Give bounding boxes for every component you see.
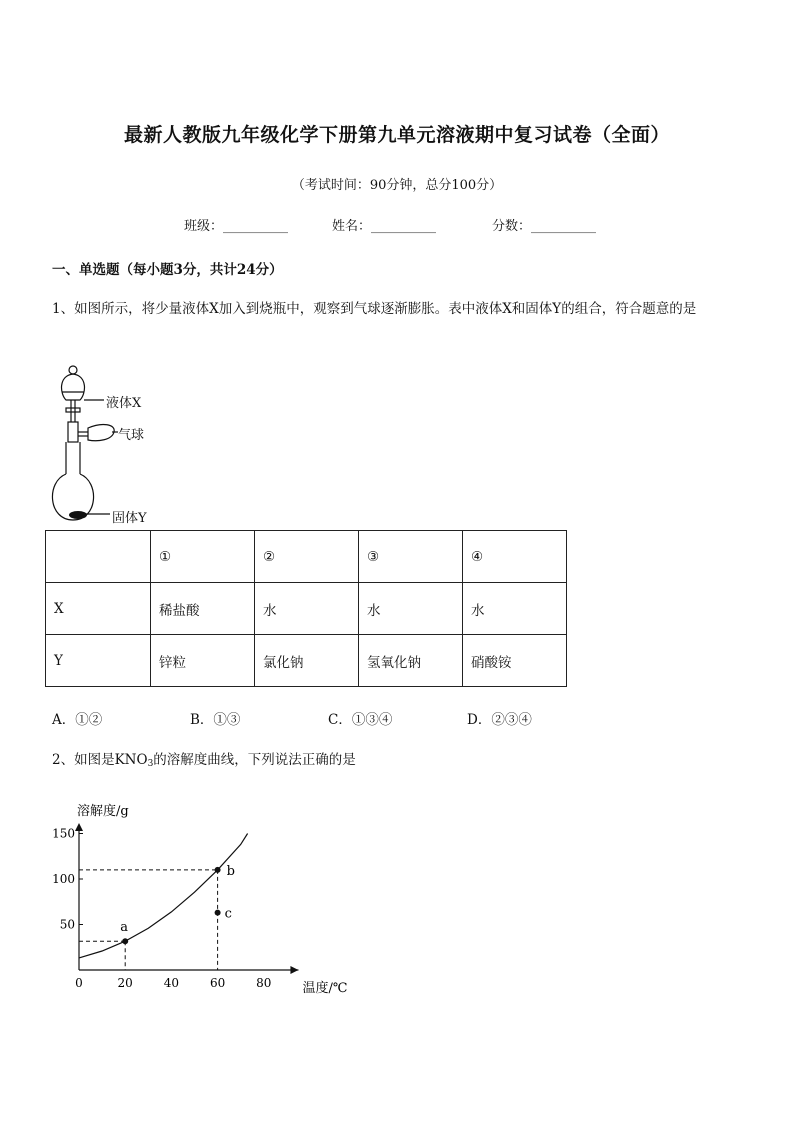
x-axis-arrow — [290, 966, 298, 974]
table-cell — [46, 531, 151, 583]
point-label-b: b — [226, 863, 235, 879]
option-d[interactable]: D．②③④ — [467, 712, 532, 728]
y-tick-label: 100 — [52, 872, 75, 886]
table-header-row — [46, 531, 567, 583]
table-cell: 水 — [463, 583, 567, 635]
score-label: 分数： — [492, 219, 532, 234]
point-label-c: c — [224, 906, 232, 922]
option-c[interactable]: C．①③④ — [328, 712, 393, 728]
table-cell: ④ — [463, 531, 567, 583]
table-cell: 水 — [359, 583, 463, 635]
y-tick-label: 50 — [59, 917, 75, 932]
table-row — [46, 635, 567, 687]
series-line-kno3 — [79, 834, 248, 958]
class-field — [184, 215, 288, 234]
table-cell: 水 — [255, 583, 359, 635]
name-blank: __________ — [371, 219, 437, 234]
x-tick-label: 60 — [209, 976, 226, 990]
balloon-label: 气球 — [118, 428, 145, 443]
page-title: 最新人教版九年级化学下册第九单元溶液期中复习试卷（全面） — [123, 124, 670, 146]
option-a[interactable]: A．①② — [52, 712, 103, 728]
score-blank: __________ — [531, 219, 597, 234]
y-tick-label: 150 — [52, 826, 75, 841]
table-row — [46, 583, 567, 635]
table-cell: 锌粒 — [151, 635, 255, 687]
table-cell: 氢氧化钠 — [359, 635, 463, 687]
point-label-a: a — [120, 920, 128, 936]
option-b[interactable]: B．①③ — [190, 712, 241, 728]
table-cell: X — [46, 583, 151, 635]
table-cell: ① — [151, 531, 255, 583]
solid-y-label: 固体Y — [112, 511, 147, 526]
table-cell: Y — [46, 635, 151, 687]
data-point-c — [215, 910, 221, 916]
question-2-subscript: 3 — [147, 759, 154, 769]
question-2-text-after: 的溶解度曲线，下列说法正确的是 — [153, 752, 356, 768]
funnel-stopper — [69, 366, 77, 374]
question-1-table — [45, 530, 567, 687]
solid-y-pile — [69, 511, 87, 519]
data-point-b — [215, 867, 221, 873]
x-tick-label: 20 — [117, 976, 133, 990]
separatory-funnel — [62, 374, 85, 400]
class-label: 班级： — [184, 219, 224, 234]
name-field — [332, 215, 436, 234]
x-axis-label: 温度/℃ — [302, 981, 348, 996]
funnel-valve — [66, 408, 80, 412]
solubility-chart — [40, 790, 348, 1000]
x-tick-label: 80 — [256, 976, 272, 990]
table-cell: 硝酸铵 — [463, 635, 567, 687]
question-2-text-before: 2、如图是KNO — [52, 752, 148, 768]
data-point-a — [122, 938, 128, 944]
flask-stopper — [68, 422, 78, 442]
balloon — [88, 425, 114, 441]
name-label: 姓名： — [332, 219, 372, 234]
apparatus-figure — [40, 362, 170, 524]
y-axis-label: 溶解度/g — [77, 803, 129, 819]
liquid-x-label: 液体X — [106, 396, 142, 411]
question-1-text: 1、如图所示，将少量液体X加入到烧瓶中，观察到气球逐渐膨胀。表中液体X和固体Y的组合，符合题意的是 — [52, 301, 697, 317]
class-blank: __________ — [223, 219, 289, 234]
x-tick-label: 40 — [163, 976, 180, 990]
score-field — [492, 215, 596, 234]
table-cell: ② — [255, 531, 359, 583]
table-cell: ③ — [359, 531, 463, 583]
section-title: 一、单选题（每小题3分，共计24分） — [52, 262, 283, 278]
exam-subtitle: （考试时间：90分钟，总分100分） — [291, 178, 503, 193]
y-axis-arrow — [75, 823, 83, 831]
table-cell: 稀盐酸 — [151, 583, 255, 635]
question-2-text — [52, 747, 752, 777]
table-cell: 氯化钠 — [255, 635, 359, 687]
x-tick-label: 0 — [75, 976, 83, 990]
